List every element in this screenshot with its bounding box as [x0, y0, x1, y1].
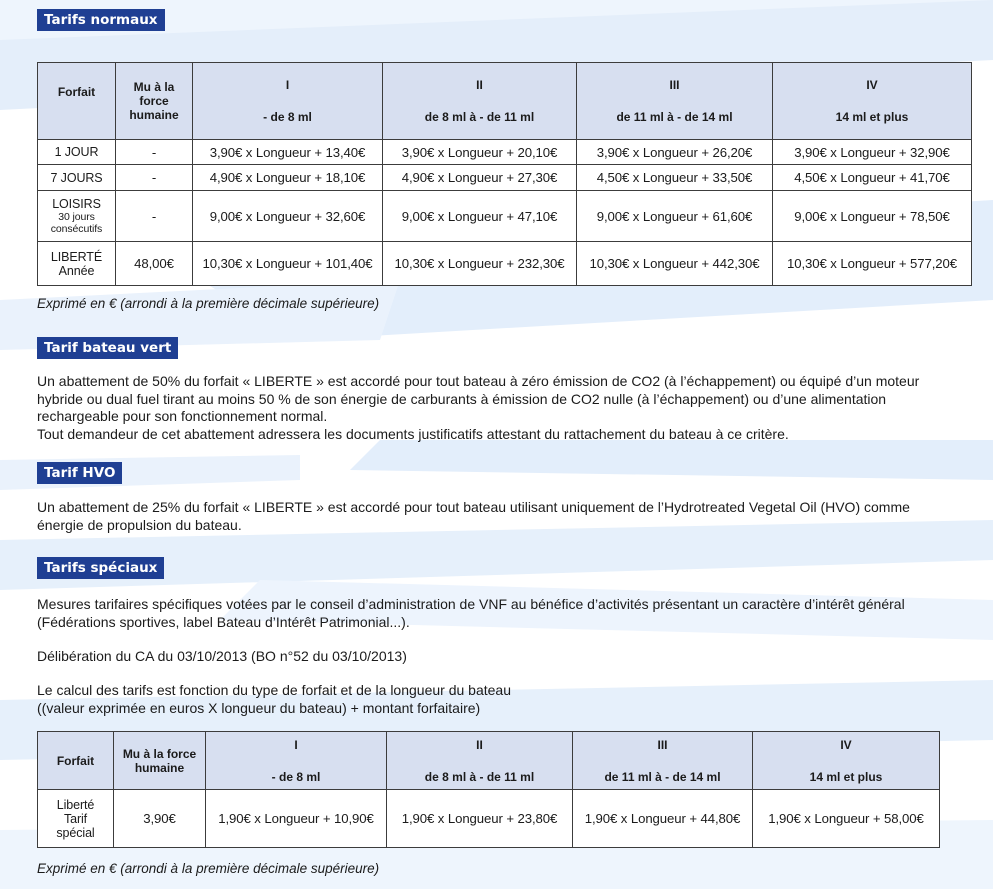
table-note: Exprimé en € (arrondi à la première décimale supérieure) — [37, 861, 380, 876]
section-title-tarif-bateau-vert: Tarif bateau vert — [37, 337, 178, 359]
header-col-num: IV — [866, 78, 878, 92]
header-col-num: I — [294, 737, 298, 752]
forfait-cell: 1 JOUR — [38, 140, 116, 165]
header-col-range: - de 8 ml — [263, 110, 312, 124]
tarif-cell: 4,90€ x Longueur + 18,10€ — [193, 165, 383, 191]
mu-cell: - — [116, 165, 193, 191]
section-title-tarifs-speciaux: Tarifs spéciaux — [37, 557, 164, 579]
table-note: Exprimé en € (arrondi à la première décimale supérieure) — [37, 296, 380, 311]
header-mu-force-humaine — [116, 63, 193, 140]
paragraph-speciaux-deliberation: Délibération du CA du 03/10/2013 (BO n°52 du 03/10/2013) — [37, 648, 407, 664]
tarif-cell: 10,30€ x Longueur + 232,30€ — [383, 242, 577, 286]
forfait-label: LOISIRS — [52, 197, 101, 211]
tarifs-speciaux-table — [37, 731, 940, 848]
tarif-cell: 10,30€ x Longueur + 101,40€ — [193, 242, 383, 286]
forfait-cell — [38, 242, 116, 286]
forfait-label: LIBERTÉ — [50, 249, 103, 264]
header-col-i — [193, 63, 383, 140]
tarif-cell: 3,90€ x Longueur + 32,90€ — [773, 140, 972, 165]
paragraph-speciaux-calcul: Le calcul des tarifs est fonction du type de forfait et de la longueur du bateau ((valeur exprimée en euros X longueur du bateau) + montant forfaitaire) — [37, 682, 511, 716]
table-row — [38, 242, 972, 286]
tarif-cell: 9,00€ x Longueur + 47,10€ — [383, 191, 577, 242]
tarif-cell: 1,90€ x Longueur + 58,00€ — [753, 790, 940, 848]
tarif-cell: 3,90€ x Longueur + 26,20€ — [577, 140, 773, 165]
tarif-cell: 9,00€ x Longueur + 78,50€ — [773, 191, 972, 242]
tarif-cell: 4,50€ x Longueur + 33,50€ — [577, 165, 773, 191]
tarif-cell: 1,90€ x Longueur + 44,80€ — [573, 790, 753, 848]
header-col-range: 14 ml et plus — [809, 769, 883, 784]
header-col-ii — [383, 63, 577, 140]
tarif-cell: 4,50€ x Longueur + 41,70€ — [773, 165, 972, 191]
tarif-cell: 1,90€ x Longueur + 23,80€ — [387, 790, 573, 848]
header-col-num: II — [476, 737, 483, 752]
paragraph-bateau-vert: Un abattement de 50% du forfait « LIBERTE » est accordé pour tout bateau à zéro émission de CO2 (à l’échappement) ou équipé d’un moteur hybride ou dual fuel tirant au moins 50 % de son énergie de carburants à émission de CO2 nulle (à l’échappement) ou d’une alimentation rechargeable pour son fonctionnement normal. Tout demandeur de cet abattement adressera les documents justificatifs attestant du rattachement du bateau à ce critère. — [37, 373, 920, 442]
forfait-cell: Liberté Tarif spécial — [38, 790, 114, 848]
mu-cell: - — [116, 140, 193, 165]
tarif-cell: 3,90€ x Longueur + 13,40€ — [193, 140, 383, 165]
tarif-cell: 3,90€ x Longueur + 20,10€ — [383, 140, 577, 165]
forfait-sub-label: Année — [58, 263, 95, 278]
header-col-range: de 11 ml à - de 14 ml — [604, 769, 721, 784]
header-col-i — [206, 732, 387, 790]
forfait-cell — [38, 191, 116, 242]
mu-cell: 48,00€ — [116, 242, 193, 286]
header-col-range: 14 ml et plus — [835, 110, 909, 124]
table-row — [38, 790, 940, 848]
forfait-cell: 7 JOURS — [38, 165, 116, 191]
header-col-range: de 8 ml à - de 11 ml — [424, 110, 535, 124]
header-mu-force-humaine — [114, 732, 206, 790]
tarif-cell: 4,90€ x Longueur + 27,30€ — [383, 165, 577, 191]
header-forfait: Forfait — [38, 732, 114, 790]
header-col-iv — [753, 732, 940, 790]
tarifs-normaux-table — [37, 62, 972, 286]
table-row — [38, 191, 972, 242]
section-title-tarifs-normaux: Tarifs normaux — [37, 9, 165, 31]
section-title-tarif-hvo: Tarif HVO — [37, 462, 122, 484]
tarif-cell: 1,90€ x Longueur + 10,90€ — [206, 790, 387, 848]
header-forfait: Forfait — [38, 63, 116, 140]
mu-cell: - — [116, 191, 193, 242]
header-col-num: I — [285, 78, 290, 92]
header-col-iv — [773, 63, 972, 140]
header-col-num: IV — [840, 737, 852, 752]
mu-cell: 3,90€ — [114, 790, 206, 848]
forfait-sub-label: 30 jours consécutifs — [50, 211, 103, 235]
paragraph-hvo: Un abattement de 25% du forfait « LIBERTE » est accordé pour tout bateau utilisant uniquement de l’Hydrotreated Vegetal Oil (HVO) comme énergie de propulsion du bateau. — [37, 499, 910, 533]
tarif-cell: 9,00€ x Longueur + 61,60€ — [577, 191, 773, 242]
header-col-range: de 8 ml à - de 11 ml — [424, 769, 535, 784]
tarif-cell: 9,00€ x Longueur + 32,60€ — [193, 191, 383, 242]
header-col-ii — [387, 732, 573, 790]
paragraph-speciaux-mesures: Mesures tarifaires spécifiques votées par le conseil d’administration de VNF au bénéfice d’activités présentant un caractère d’intérêt général (Fédérations sportives, label Bateau d’Intérêt Patrimonial...). — [37, 596, 905, 630]
header-col-iii — [577, 63, 773, 140]
table-row — [38, 140, 972, 165]
header-col-num: III — [669, 78, 680, 92]
header-col-num: II — [476, 78, 483, 92]
header-col-range: - de 8 ml — [271, 769, 321, 784]
table-row — [38, 165, 972, 191]
header-mu-label: Mu à la force humaine — [122, 746, 197, 775]
header-mu-label: Mu à la force humaine — [129, 80, 179, 122]
tarif-cell: 10,30€ x Longueur + 442,30€ — [577, 242, 773, 286]
tarif-cell: 10,30€ x Longueur + 577,20€ — [773, 242, 972, 286]
header-col-num: III — [657, 737, 668, 752]
header-col-range: de 11 ml à - de 14 ml — [616, 110, 733, 124]
header-col-iii — [573, 732, 753, 790]
